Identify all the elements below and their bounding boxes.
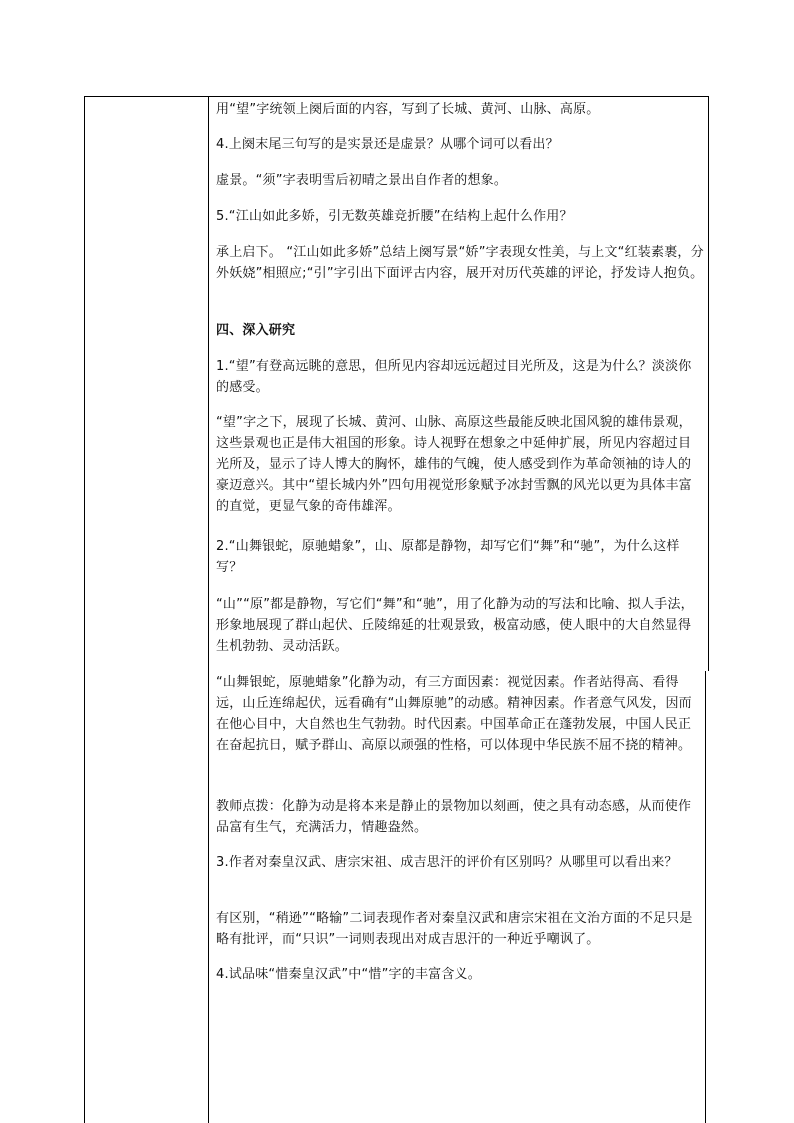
- question-5: 5.“江山如此多娇，引无数英雄竞折腰”在结构上起什么作用？: [216, 209, 573, 224]
- lesson-table: [84, 96, 709, 1123]
- research-question-2: 2.“山舞银蛇，原驰蜡象”，山、原都是静物，却写它们“舞”和“驰”，为什么这样写？: [216, 539, 680, 575]
- section-heading: 四、深入研究: [216, 323, 296, 338]
- table-right-border: [708, 96, 709, 671]
- research-question-4: 4.试品味“惜秦皇汉武”中“惜”字的丰富含义。: [216, 967, 481, 982]
- research-question-1: 1.“望”有登高远眺的意思，但所见内容却远远超过目光所及，这是为什么？淡淡你的感受。: [216, 359, 692, 395]
- research-answer-2: “山”“原”都是静物，写它们“舞”和“驰”，用了化静为动的写法和比喻、拟人手法，形象地展现了群山起伏、丘陵绵延的壮观景致，极富动感，使人眼中的大自然显得生机勃勃、灵动活跃。: [216, 597, 694, 654]
- teacher-note: 教师点拨：化静为动是将本来是静止的景物加以刻画，使之具有动态感，从而使作品富有生气，充满活力，情趣盎然。: [216, 799, 692, 835]
- paragraph: 用“望”字统领上阕后面的内容，写到了长城、黄河、山脉、高原。: [216, 102, 600, 117]
- answer-5: 承上启下。 “江山如此多娇”总结上阕写景“娇”字表现女性美，与上文“红装素裹，分外妖娆”相照应;“引”字引出下面评古内容，展开对历代英雄的评论，抒发诗人抱负。: [216, 245, 704, 281]
- answer-4: 虚景。“须”字表明雪后初晴之景出自作者的想象。: [216, 173, 508, 188]
- question-4: 4.上阕末尾三句写的是实景还是虚景？从哪个词可以看出？: [216, 137, 559, 152]
- research-answer-1: “望”字之下，展现了长城、黄河、山脉、高原这些最能反映北国风貌的雄伟景观，这些景观也正是伟大祖国的形象。诗人视野在想象之中延伸扩展，所见内容超过目光所及，显示了诗人博大的胸怀，雄伟的气魄，使人感受到作为革命领袖的诗人的豪迈意兴。其中“望长城内外”四句用视觉形象赋予冰封雪飘的风光以更为具体丰富的直觉，更显气象的奇伟雄浑。: [216, 415, 692, 514]
- research-analysis-2: “山舞银蛇，原驰蜡象”化静为动，有三方面因素：视觉因素。作者站得高、看得远，山丘连绵起伏，远看确有“山舞原驰”的动感。精神因素。作者意气风发，因而在他心目中，大自然也生气勃勃。时代因素。中国革命正在蓬勃发展，中国人民正在奋起抗日，赋予群山、高原以顽强的性格，可以体现中华民族不屈不挠的精神。: [216, 675, 692, 753]
- research-answer-3: 有区别，“稍逊”“略输”二词表现作者对秦皇汉武和唐宗宋祖在文治方面的不足只是略有批评，而“只识”一词则表现出对成吉思汗的一种近乎嘲讽了。: [216, 911, 693, 947]
- table-right-border-lower: [705, 671, 706, 1123]
- research-question-3: 3.作者对秦皇汉武、唐宗宋祖、成吉思汗的评价有区别吗？从哪里可以看出来？: [216, 855, 678, 870]
- left-empty-cell: [84, 96, 209, 1123]
